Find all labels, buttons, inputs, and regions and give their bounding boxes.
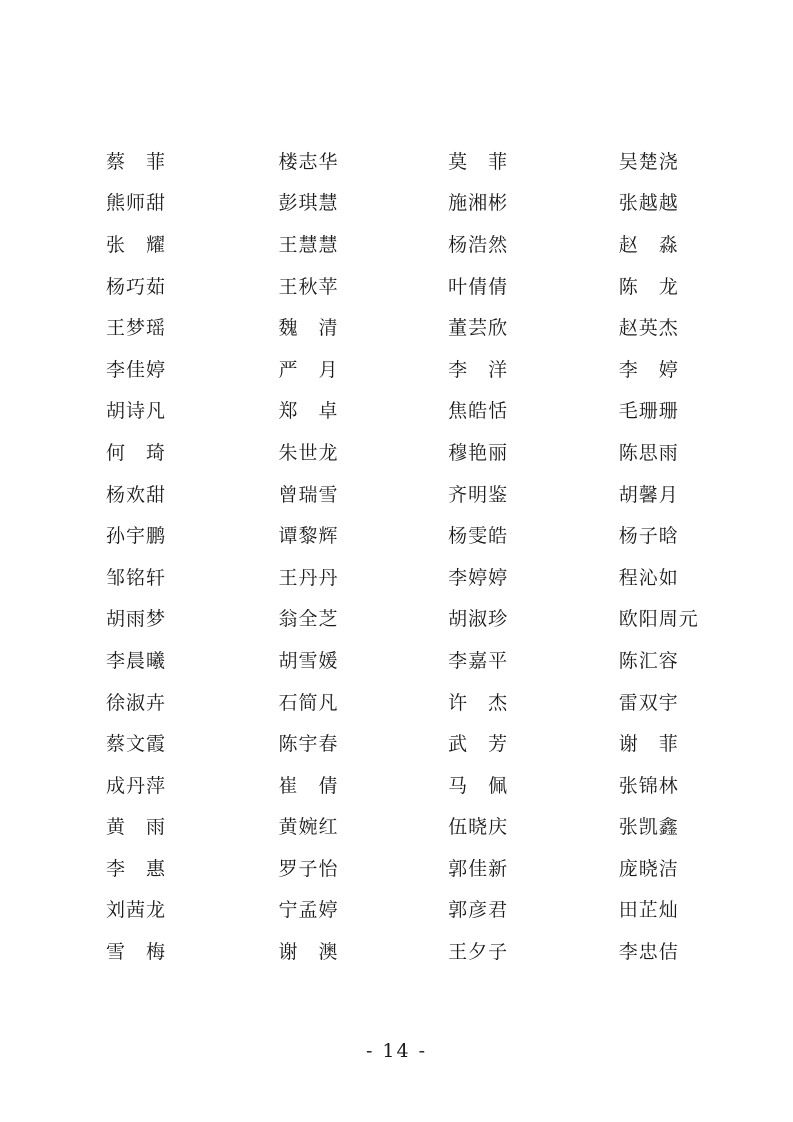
name-entry: 庞晓洁 xyxy=(618,857,679,880)
name-entry: 王慧慧 xyxy=(278,233,339,256)
name-row xyxy=(106,931,726,973)
name-entry: 石简凡 xyxy=(278,691,339,714)
name-row xyxy=(106,765,726,807)
name-entry: 陈思雨 xyxy=(618,441,679,464)
name-entry: 胡淑珍 xyxy=(448,608,509,631)
name-row xyxy=(106,432,726,474)
name-entry: 杨雯皓 xyxy=(448,525,509,548)
name-entry: 李婷婷 xyxy=(448,566,509,589)
name-entry: 郭彦君 xyxy=(448,899,509,922)
name-entry: 杨欢甜 xyxy=(106,483,167,506)
name-entry: 谭黎辉 xyxy=(278,525,339,548)
name-entry: 董芸欣 xyxy=(448,317,509,340)
name-entry: 严 月 xyxy=(278,358,339,381)
name-entry: 蔡文霞 xyxy=(106,733,167,756)
name-entry: 翁全芝 xyxy=(278,608,339,631)
name-entry: 欧阳周元 xyxy=(618,608,699,631)
name-row xyxy=(106,266,726,308)
name-entry: 叶倩倩 xyxy=(448,275,509,298)
name-entry: 李 婷 xyxy=(618,358,679,381)
name-row xyxy=(106,307,726,349)
name-entry: 雷双宇 xyxy=(618,691,679,714)
name-entry: 胡馨月 xyxy=(618,483,679,506)
name-row xyxy=(106,515,726,557)
name-row xyxy=(106,890,726,932)
name-entry: 张越越 xyxy=(618,192,679,215)
name-entry: 熊师甜 xyxy=(106,192,167,215)
name-entry: 魏 清 xyxy=(278,317,339,340)
name-entry: 宁孟婷 xyxy=(278,899,339,922)
name-row xyxy=(106,474,726,516)
name-entry: 胡诗凡 xyxy=(106,400,167,423)
name-entry: 邹铭轩 xyxy=(106,566,167,589)
name-entry: 楼志华 xyxy=(278,150,339,173)
name-entry: 赵英杰 xyxy=(618,317,679,340)
name-row xyxy=(106,391,726,433)
name-entry: 施湘彬 xyxy=(448,192,509,215)
name-entry: 陈 龙 xyxy=(618,275,679,298)
name-row xyxy=(106,349,726,391)
name-entry: 齐明鉴 xyxy=(448,483,509,506)
name-entry: 胡雪媛 xyxy=(278,649,339,672)
name-row xyxy=(106,557,726,599)
name-entry: 杨巧茹 xyxy=(106,275,167,298)
name-row xyxy=(106,224,726,266)
name-entry: 伍晓庆 xyxy=(448,816,509,839)
name-entry: 彭琪慧 xyxy=(278,192,339,215)
page-number: - 14 - xyxy=(365,1040,428,1062)
name-entry: 李忠佶 xyxy=(618,941,679,964)
name-entry: 张锦林 xyxy=(618,774,679,797)
name-entry: 陈宇春 xyxy=(278,733,339,756)
name-row xyxy=(106,682,726,724)
name-entry: 吴楚浇 xyxy=(618,150,679,173)
name-entry: 李 惠 xyxy=(106,857,167,880)
name-entry: 陈汇容 xyxy=(618,649,679,672)
name-entry: 武 芳 xyxy=(448,733,509,756)
name-entry: 曾瑞雪 xyxy=(278,483,339,506)
name-entry: 朱世龙 xyxy=(278,441,339,464)
name-entry: 蔡 菲 xyxy=(106,150,167,173)
name-entry: 何 琦 xyxy=(106,441,167,464)
name-entry: 张凯鑫 xyxy=(618,816,679,839)
name-entry: 谢 菲 xyxy=(618,733,679,756)
name-row xyxy=(106,599,726,641)
name-entry: 胡雨梦 xyxy=(106,608,167,631)
name-entry: 王夕子 xyxy=(448,941,509,964)
name-entry: 王丹丹 xyxy=(278,566,339,589)
name-entry: 黄 雨 xyxy=(106,816,167,839)
name-entry: 毛珊珊 xyxy=(618,400,679,423)
name-entry: 刘茜龙 xyxy=(106,899,167,922)
name-row xyxy=(106,141,726,183)
name-entry: 李嘉平 xyxy=(448,649,509,672)
name-entry: 程沁如 xyxy=(618,566,679,589)
name-entry: 成丹萍 xyxy=(106,774,167,797)
name-row xyxy=(106,640,726,682)
name-row xyxy=(106,723,726,765)
name-entry: 穆艳丽 xyxy=(448,441,509,464)
name-list xyxy=(106,141,726,973)
name-entry: 崔 倩 xyxy=(278,774,339,797)
name-entry: 黄婉红 xyxy=(278,816,339,839)
name-entry: 张 耀 xyxy=(106,233,167,256)
name-entry: 孙宇鹏 xyxy=(106,525,167,548)
name-row xyxy=(106,183,726,225)
name-entry: 李晨曦 xyxy=(106,649,167,672)
name-entry: 徐淑卉 xyxy=(106,691,167,714)
name-entry: 杨浩然 xyxy=(448,233,509,256)
name-entry: 郑 卓 xyxy=(278,400,339,423)
name-entry: 谢 澳 xyxy=(278,941,339,964)
name-entry: 王秋苹 xyxy=(278,275,339,298)
name-entry: 赵 淼 xyxy=(618,233,679,256)
name-entry: 王梦瑶 xyxy=(106,317,167,340)
name-entry: 李佳婷 xyxy=(106,358,167,381)
name-entry: 焦皓恬 xyxy=(448,400,509,423)
name-entry: 杨子晗 xyxy=(618,525,679,548)
name-entry: 田芷灿 xyxy=(618,899,679,922)
name-row xyxy=(106,807,726,849)
name-entry: 郭佳新 xyxy=(448,857,509,880)
name-entry: 马 佩 xyxy=(448,774,509,797)
name-entry: 雪 梅 xyxy=(106,941,167,964)
name-entry: 李 洋 xyxy=(448,358,509,381)
name-entry: 许 杰 xyxy=(448,691,509,714)
name-row xyxy=(106,848,726,890)
name-entry: 莫 菲 xyxy=(448,150,509,173)
name-entry: 罗子怡 xyxy=(278,857,339,880)
